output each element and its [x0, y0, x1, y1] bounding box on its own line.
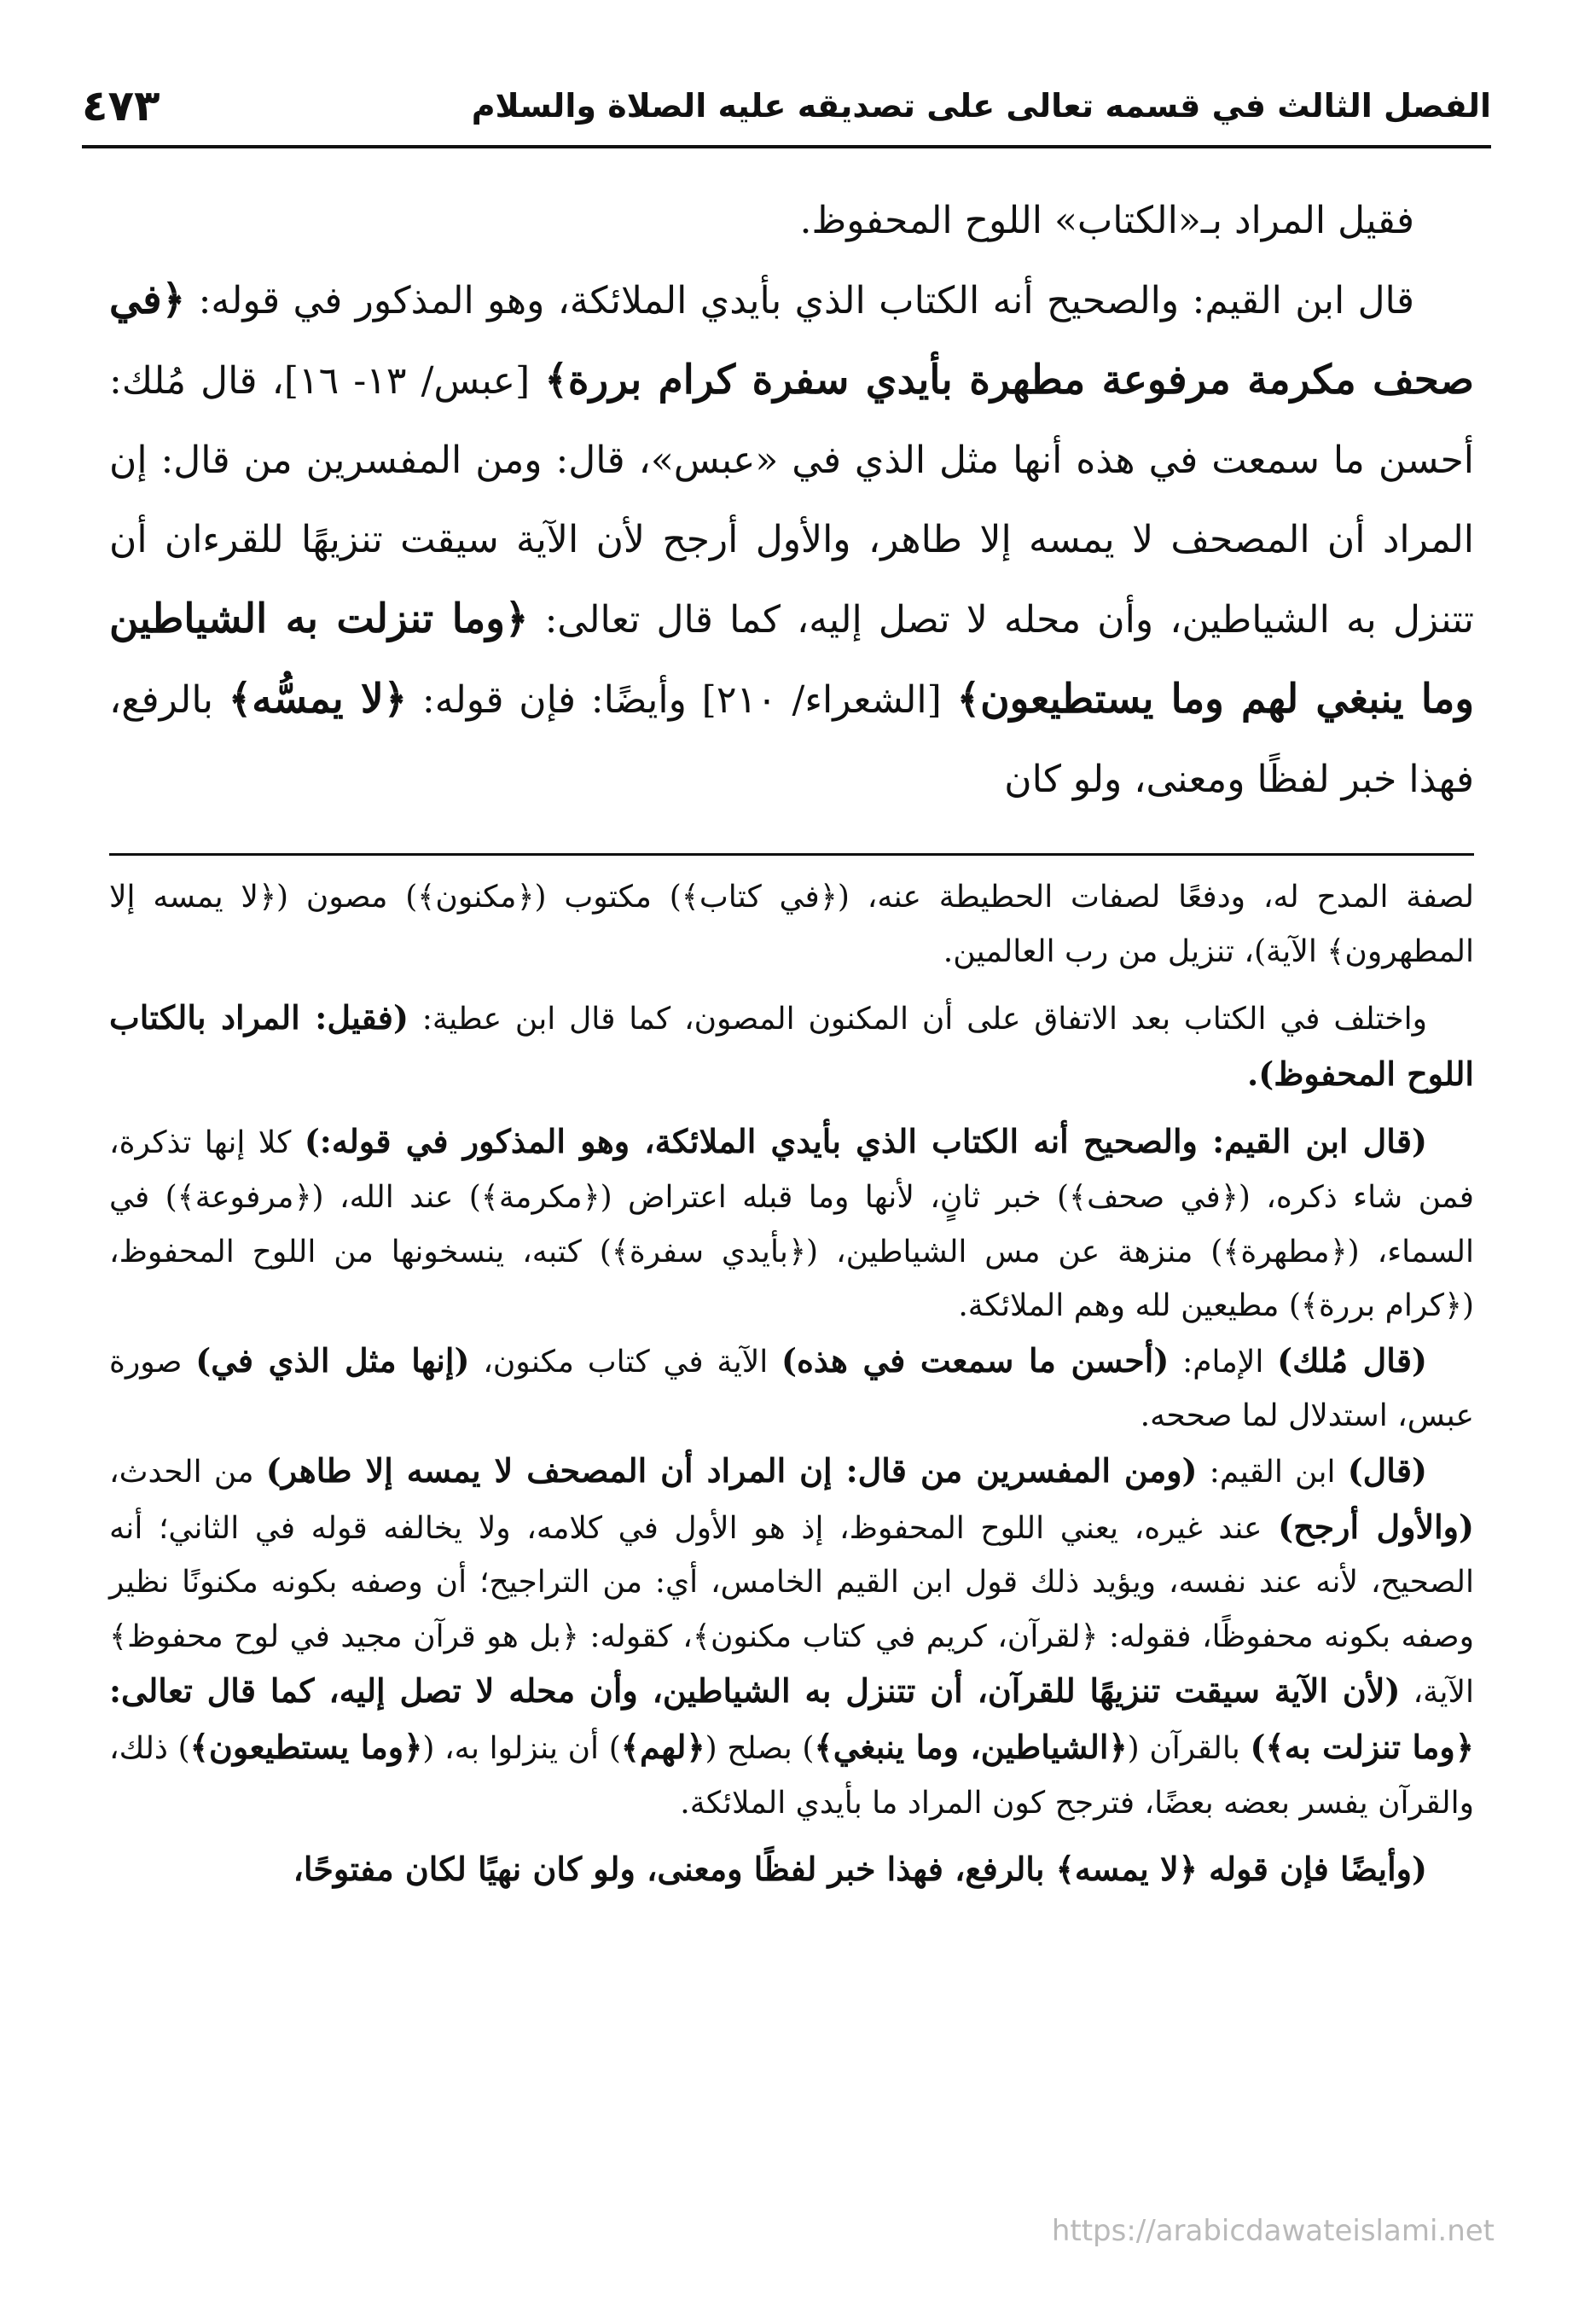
- main-paragraph-1: [109, 181, 1474, 260]
- commentary-quote: (قال مُلك): [1277, 1340, 1428, 1380]
- commentary-text: ابن القيم:: [1197, 1454, 1348, 1490]
- commentary-paragraph-6: (وأيضًا فإن قوله ﴿لا يمسه﴾ بالرفع، فهذا خبر لفظًا ومعنى، ولو كان نهيًا لكان مفتوحًا،: [293, 1850, 1427, 1889]
- commentary-text: واختلف في الكتاب بعد الاتفاق على أن المكنون المصون، كما قال ابن عطية:: [408, 1002, 1428, 1037]
- commentary-paragraph-3: [109, 1114, 1474, 1333]
- commentary-quote: (فقيل: المراد بالكتاب اللوح المحفوظ).: [109, 998, 1474, 1093]
- main-paragraph-2: [109, 260, 1474, 819]
- commentary-quote: ﴿الشياطين، وما ينبغي﴾: [814, 1727, 1128, 1766]
- commentary-text: الإمام:: [1169, 1344, 1278, 1380]
- commentary-quote: (قال ابن القيم: والصحيح أنه الكتاب الذي بأيدي الملائكة، وهو المذكور في قوله:): [304, 1122, 1427, 1161]
- commentary-text: بالقرآن (: [1127, 1730, 1251, 1766]
- quran-verse: ﴿في صحف مكرمة مرفوعة مطهرة بأيدي سفرة كرام بررة﴾: [109, 276, 1475, 404]
- commentary-paragraph-2: [109, 991, 1474, 1102]
- commentary-quote: (قال): [1347, 1450, 1427, 1490]
- verse-reference: [عبس/ ١٣- ١٦]: [283, 359, 545, 403]
- commentary-quote: (والأول أرجح): [1278, 1507, 1475, 1546]
- commentary-text: ) بصلح (: [705, 1730, 815, 1766]
- commentary-paragraph-5: [109, 1444, 1474, 1830]
- watermark-url: https://arabicdawateislami.net: [1051, 2214, 1495, 2248]
- main-paragraph-2-text: قال ابن القيم: والصحيح أنه الكتاب الذي بأيدي الملائكة، وهو المذكور في قوله:: [185, 279, 1414, 322]
- quran-verse: ﴿وما تنزلت به الشياطين وما ينبغي لهم وما يستطيعون﴾: [109, 596, 1475, 723]
- commentary-text: من الحدث،: [109, 1454, 266, 1490]
- quran-verse: ﴿لا يمسُّه﴾: [228, 676, 408, 723]
- commentary-text: ) أن ينزلوا به، (: [422, 1730, 621, 1766]
- commentary-quote: (إنها مثل الذي في): [195, 1340, 470, 1380]
- commentary-separator: [109, 853, 1474, 856]
- verse-reference: [الشعراء/ ٢١٠]: [701, 678, 957, 722]
- main-text: [109, 181, 1474, 819]
- commentary-quote: (ومن المفسرين من قال: إن المراد أن المصحف لا يمسه إلا طاهر): [265, 1450, 1198, 1490]
- commentary-quote: (أحسن ما سمعت في هذه): [781, 1340, 1170, 1380]
- commentary-quote: (لأن الآية سيقت تنزيهًا للقرآن، أن تتنزل به الشياطين، وأن محله لا تصل إليه، كما قال تعالى: ﴿وما تنزلت به﴾): [109, 1671, 1475, 1766]
- commentary-quote: ﴿وما يستطيعون﴾: [189, 1727, 423, 1766]
- page-number: ٤٧٣: [82, 81, 160, 131]
- commentary-quote: ﴿لهم﴾: [620, 1727, 705, 1766]
- commentary-text: الآية في كتاب مكنون،: [469, 1344, 782, 1380]
- running-title: الفصل الثالث في قسمه تعالى على تصديقه عليه الصلاة والسلام: [471, 87, 1491, 125]
- commentary: [109, 870, 1474, 1897]
- main-paragraph-1-text: فقيل المراد بـ«الكتاب» اللوح المحفوظ.: [799, 199, 1414, 242]
- header-rule: [82, 145, 1491, 148]
- commentary-text: صورة عبس، استدلال لما صححه.: [109, 1344, 1474, 1434]
- commentary-text: عند غيره، يعني اللوح المحفوظ، إذ هو الأول في كلامه، ولا يخالفه قوله في الثاني؛ أنه الصحيح، لأنه عند نفسه، ويؤيد ذلك قول ابن القيم الخامس، أي: من التراجيح؛ أن وصفه بكونه مكنونًا نظير وصفه بكونه محفوظًا، فقوله: ﴿لقرآن، كريم في كتاب مكنون﴾، كقوله: ﴿بل هو قرآن مجيد في لوح محفوظ﴾ الآية،: [109, 1510, 1474, 1711]
- main-paragraph-2-text: بالرفع، فهذا خبر لفظًا ومعنى، ولو كان: [109, 678, 1474, 801]
- commentary-text: ) ذلك، والقرآن يفسر بعضه بعضًا، فترجح كون المراد ما بأيدي الملائكة.: [109, 1730, 1474, 1821]
- main-paragraph-2-text: ، قال مُلك: أحسن ما سمعت في هذه أنها مثل الذي في «عبس»، قال: ومن المفسرين من قال: إن المراد أن المصحف لا يمسه إلا طاهر، والأول أرجح لأن الآية سيقت تنزيهًا للقرءان أن تتنزل به الشياطين، وأن محله لا تصل إليه، كما قال تعالى:: [109, 359, 1474, 642]
- page-header: [82, 78, 1491, 133]
- main-paragraph-2-text: وأيضًا: فإن قوله:: [407, 678, 702, 722]
- commentary-paragraph-1: لصفة المدح له، ودفعًا لصفات الحطيطة عنه، (﴿في كتاب﴾) مكتوب (﴿مكنون﴾) مصون (﴿لا يمسه إلا المطهرون﴾ الآية)، تنزيل من رب العالمين.: [109, 880, 1474, 969]
- commentary-paragraph-4: [109, 1333, 1474, 1444]
- commentary-text: كلا إنها تذكرة، فمن شاء ذكره، (﴿في صحف﴾) خبر ثانٍ، لأنها وما قبله اعتراض (﴿مكرمة﴾) عند الله، (﴿مرفوعة﴾) في السماء، (﴿مطهرة﴾) منزهة عن مس الشياطين، (﴿بأيدي سفرة﴾) كتبه، ينسخونها من اللوح المحفوظ، (﴿كرام بررة﴾) مطيعين لله وهم الملائكة.: [109, 1125, 1474, 1324]
